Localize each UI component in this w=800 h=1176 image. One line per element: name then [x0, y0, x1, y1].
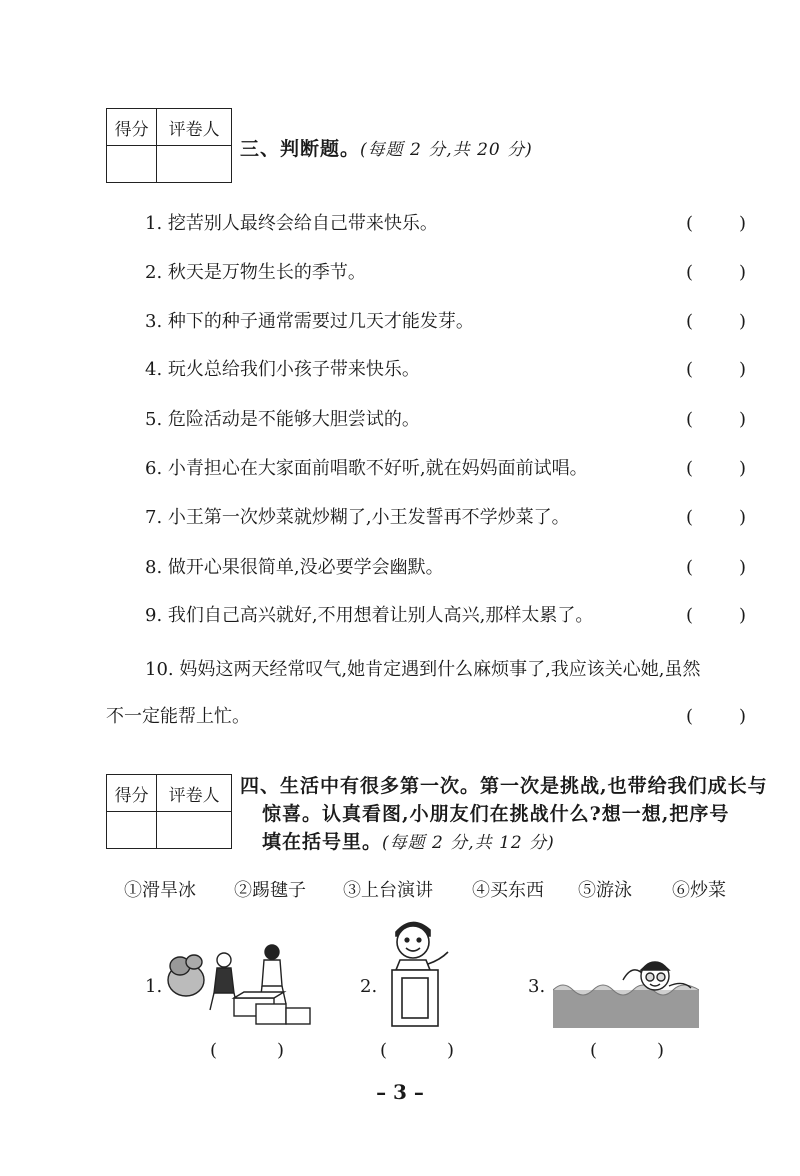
paren-open: (	[686, 605, 694, 626]
option-4: ④买东西	[472, 880, 544, 901]
paren-open: (	[686, 458, 694, 479]
section3-heading	[240, 134, 533, 161]
podium-speech-illustration	[382, 912, 462, 1030]
answer-paren-8[interactable]	[686, 556, 746, 580]
score-label: 得分	[107, 775, 157, 812]
grader-label: 评卷人	[157, 109, 232, 146]
paren-close: )	[656, 1040, 664, 1061]
paren-close: )	[738, 359, 746, 380]
paren-close: )	[738, 409, 746, 430]
question-1: 1. 挖苦别人最终会给自己带来快乐。	[145, 213, 438, 234]
paren-open: (	[686, 311, 694, 332]
section4-line2: 惊喜。认真看图,小朋友们在挑战什么?想一想,把序号	[262, 803, 730, 825]
picture-1-number: 1.	[145, 976, 163, 997]
swimming-illustration	[553, 950, 699, 1028]
answer-paren-7[interactable]	[686, 506, 746, 530]
paren-open: (	[380, 1040, 388, 1061]
paren-open: (	[686, 409, 694, 430]
answer-paren-5[interactable]	[686, 408, 746, 432]
paren-open: (	[686, 706, 694, 727]
paren-open: (	[686, 557, 694, 578]
grader-label: 评卷人	[157, 775, 232, 812]
question-2: 2. 秋天是万物生长的季节。	[145, 262, 366, 283]
paren-close: )	[738, 706, 746, 727]
paren-close: )	[446, 1040, 454, 1061]
paren-close: )	[738, 213, 746, 234]
question-5: 5. 危险活动是不能够大胆尝试的。	[145, 409, 420, 430]
picture-2-number: 2.	[360, 976, 378, 997]
question-6: 6. 小青担心在大家面前唱歌不好听,就在妈妈面前试唱。	[145, 458, 588, 479]
question-7: 7. 小王第一次炒菜就炒糊了,小王发誓再不学炒菜了。	[145, 507, 570, 528]
score-box-section4	[106, 774, 232, 849]
section3-title: 三、判断题。	[240, 138, 361, 160]
question-4: 4. 玩火总给我们小孩子带来快乐。	[145, 359, 420, 380]
option-5: ⑤游泳	[578, 880, 632, 901]
score-cell[interactable]	[107, 146, 157, 183]
paren-open: (	[686, 359, 694, 380]
option-3: ③上台演讲	[343, 880, 433, 901]
score-label: 得分	[107, 109, 157, 146]
section4-line1: 四、生活中有很多第一次。第一次是挑战,也带给我们成长与	[240, 775, 768, 797]
paren-close: )	[738, 557, 746, 578]
option-1: ①滑旱冰	[124, 880, 196, 901]
page-number: – 3 –	[376, 1080, 424, 1104]
question-10-line1: 10. 妈妈这两天经常叹气,她肯定遇到什么麻烦事了,我应该关心她,虽然	[145, 659, 701, 680]
section3-note: (每题 2 分,共 20 分)	[360, 140, 533, 160]
section4-heading	[240, 772, 768, 857]
answer-paren-9[interactable]	[686, 604, 746, 628]
paren-open: (	[590, 1040, 598, 1061]
answer-paren-6[interactable]	[686, 457, 746, 481]
paren-open: (	[686, 262, 694, 283]
option-2: ②踢毽子	[234, 880, 306, 901]
picture-3-number: 3.	[528, 976, 546, 997]
question-8: 8. 做开心果很简单,没必要学会幽默。	[145, 557, 444, 578]
option-6: ⑥炒菜	[672, 880, 726, 901]
answer-paren-2[interactable]	[686, 261, 746, 285]
paren-close: )	[738, 262, 746, 283]
answer-paren-3[interactable]	[686, 310, 746, 334]
paren-close: )	[738, 458, 746, 479]
question-9: 9. 我们自己高兴就好,不用想着让别人高兴,那样太累了。	[145, 605, 594, 626]
paren-close: )	[738, 507, 746, 528]
score-box-section3	[106, 108, 232, 183]
answer-paren-10[interactable]	[686, 705, 746, 729]
paren-open: (	[686, 507, 694, 528]
score-cell[interactable]	[107, 812, 157, 849]
section4-note: (每题 2 分,共 12 分)	[382, 833, 555, 853]
paren-close: )	[276, 1040, 284, 1061]
paren-open: (	[686, 213, 694, 234]
grader-cell[interactable]	[157, 812, 232, 849]
answer-paren-pic1[interactable]	[210, 1040, 284, 1061]
answer-paren-pic3[interactable]	[590, 1040, 664, 1061]
paren-close: )	[738, 605, 746, 626]
answer-paren-4[interactable]	[686, 358, 746, 382]
paren-open: (	[210, 1040, 218, 1061]
grader-cell[interactable]	[157, 146, 232, 183]
answer-paren-1[interactable]	[686, 212, 746, 236]
question-3: 3. 种下的种子通常需要过几天才能发芽。	[145, 311, 474, 332]
picnic-illustration	[164, 938, 324, 1028]
section4-line3: 填在括号里。	[262, 831, 383, 853]
paren-close: )	[738, 311, 746, 332]
question-10-line2: 不一定能帮上忙。	[106, 706, 250, 727]
section4-line3-wrap	[240, 828, 768, 857]
answer-paren-pic2[interactable]	[380, 1040, 454, 1061]
